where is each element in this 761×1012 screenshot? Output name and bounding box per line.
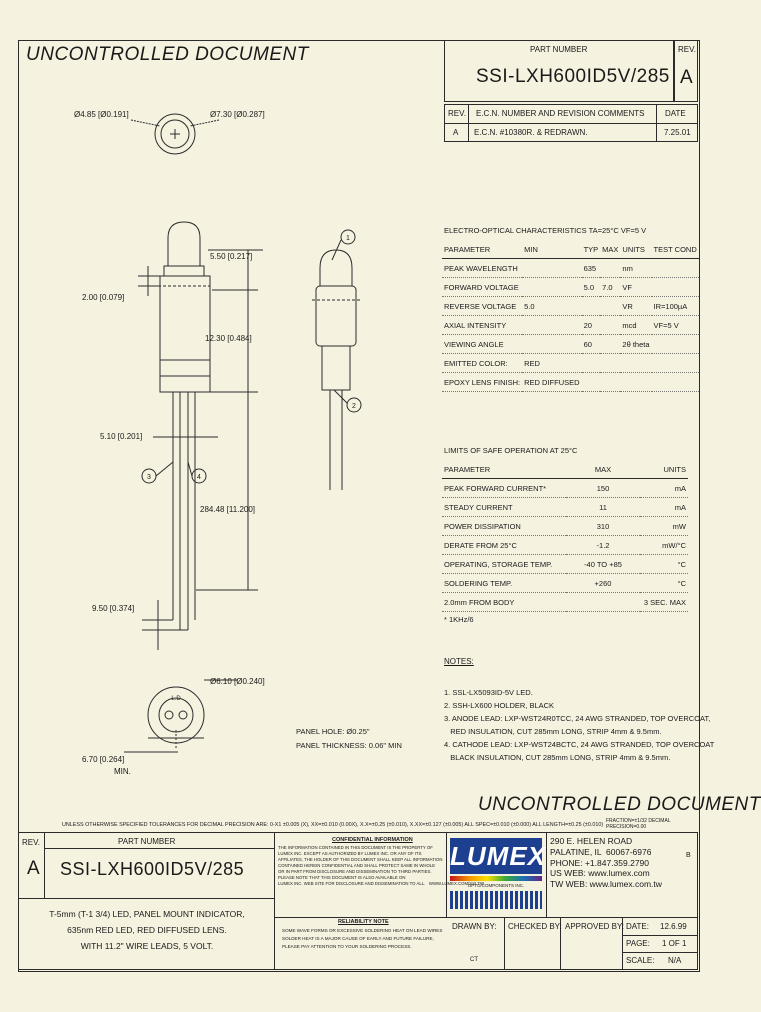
eo-cell: VIEWING ANGLE xyxy=(442,335,522,354)
eo-row xyxy=(442,316,699,335)
ecn-header-comments: E.C.N. NUMBER AND REVISION COMMENTS xyxy=(476,109,645,118)
mechanical-drawing xyxy=(18,90,438,820)
eo-h0: PARAMETER xyxy=(442,240,522,259)
address-line: PALATINE, IL 60067-6976 xyxy=(550,846,652,857)
holder-tail-right xyxy=(322,346,350,390)
eo-row xyxy=(442,278,699,297)
dim-dia-4-85: Ø4.85 [Ø0.191] xyxy=(74,110,129,119)
limits-cell: OPERATING, STORAGE TEMP. xyxy=(442,555,566,574)
limits-cell: mW xyxy=(640,517,688,536)
dim-9-50: 9.50 [0.374] xyxy=(92,604,135,613)
callout-4-number: 4 xyxy=(197,474,201,481)
holder-body-right xyxy=(316,286,356,346)
tb-rev-label: REV. xyxy=(22,838,40,847)
tb-description xyxy=(24,906,270,954)
lim-h0: PARAMETER xyxy=(442,460,566,479)
page-label: PAGE: xyxy=(626,939,650,948)
dim-5-50: 5.50 [0.217] xyxy=(210,252,253,261)
led-dome-right xyxy=(320,250,352,286)
limits-row xyxy=(442,555,688,574)
limits-cell: -40 TO +85 xyxy=(566,555,640,574)
rev-value: A xyxy=(680,67,693,88)
limits-cell xyxy=(566,593,640,612)
eo-cell xyxy=(620,354,651,373)
drawn-by-label: DRAWN BY: xyxy=(452,922,497,931)
precision-note: FRACTION=±1/32 DECIMAL PRECISION=0.00 xyxy=(606,818,671,830)
confidential-line: OR IN PART FROM DISCLOSURE AND DISSEMINATION TO THIRD PARTIES. xyxy=(278,869,432,874)
confidential-line: CONTAINED HEREIN CONFIDENTIAL AND SHALL PROTECT SAME IN WHOLE xyxy=(278,863,436,868)
eo-cell: 5.0 xyxy=(582,278,601,297)
dim-min: MIN. xyxy=(114,767,131,776)
checked-by-label: CHECKED BY: xyxy=(508,922,562,931)
scale-value: N/A xyxy=(668,956,682,965)
dim-dia-7-30: Ø7.30 [Ø0.287] xyxy=(210,110,265,119)
eo-cell: REVERSE VOLTAGE xyxy=(442,297,522,316)
limits-cell: 11 xyxy=(566,498,640,517)
limits-cell: 150 xyxy=(566,479,640,498)
eo-cell: mcd xyxy=(620,316,651,335)
eo-cell xyxy=(582,354,601,373)
eo-cell: EPOXY LENS FINISH: xyxy=(442,373,522,392)
limits-cell: STEADY CURRENT xyxy=(442,498,566,517)
end-view-pin-2 xyxy=(179,711,187,719)
limits-cell: °C xyxy=(640,574,688,593)
limits-row xyxy=(442,536,688,555)
led-dome-left xyxy=(168,222,200,266)
panel-hole: PANEL HOLE: Ø0.25" xyxy=(296,727,370,736)
confidential-line: LUMEX INC. WEB SITE FOR DISCLOSURE AND DISSEMINATION TO ALL. WWW.LUMEX.COM/SSI.TW xyxy=(278,881,485,886)
address-line: TW WEB: www.lumex.com.tw xyxy=(550,879,662,890)
limits-cell: mW/°C xyxy=(640,536,688,555)
electro-optical-table xyxy=(442,240,699,392)
holder-body-left xyxy=(160,276,210,392)
limits-row xyxy=(442,574,688,593)
address-line: PHONE: +1.847.359.2790 xyxy=(550,857,649,868)
eo-cell xyxy=(652,278,699,297)
eo-cell: VF=5 V xyxy=(652,316,699,335)
eo-cell: 2θ theta xyxy=(620,335,651,354)
eo-title: ELECTRO-OPTICAL CHARACTERISTICS TA=25°C VF=5 V xyxy=(444,226,647,235)
eo-cell: IR=100µA xyxy=(652,297,699,316)
limits-cell: mA xyxy=(640,498,688,517)
eo-cell: 60 xyxy=(582,335,601,354)
part-number-label: PART NUMBER xyxy=(530,45,588,54)
description-line: WITH 11.2" WIRE LEADS, 5 VOLT. xyxy=(80,941,214,951)
tb-part-number: SSI-LXH600ID5V/285 xyxy=(60,859,245,879)
eo-cell xyxy=(600,373,620,392)
description-line: T-5mm (T-1 3/4) LED, PANEL MOUNT INDICATOR, xyxy=(49,909,245,919)
dim-2-00: 2.00 [0.079] xyxy=(82,293,125,302)
logo-stripes xyxy=(450,891,542,909)
date-value: 12.6.99 xyxy=(660,922,687,931)
drawn-by-value: CT xyxy=(470,957,478,963)
notes-title: NOTES: xyxy=(444,657,474,666)
eo-cell xyxy=(652,354,699,373)
eo-cell xyxy=(600,335,620,354)
eo-cell xyxy=(522,278,581,297)
scale-label: SCALE: xyxy=(626,956,655,965)
logo-spectrum-bar xyxy=(450,876,542,881)
watermark-bottom: UNCONTROLLED DOCUMENT xyxy=(478,794,761,815)
eo-h4: UNITS xyxy=(620,240,651,259)
eo-cell: VR xyxy=(620,297,651,316)
eo-cell: VF xyxy=(620,278,651,297)
dim-12-30: 12.30 [0.484] xyxy=(205,334,252,343)
limits-row xyxy=(442,479,688,498)
ecn-header-rev: REV. xyxy=(448,109,466,118)
eo-cell xyxy=(600,354,620,373)
limits-footnote: * 1KHz/6 xyxy=(444,615,474,624)
limits-cell: -1.2 xyxy=(566,536,640,555)
limits-row xyxy=(442,593,688,612)
dim-284-48: 284.48 [11.200] xyxy=(200,505,256,514)
note-line: 2. SSH-LX600 HOLDER, BLACK xyxy=(444,701,555,710)
address-line: 290 E. HELEN ROAD xyxy=(550,836,633,846)
notes-list xyxy=(444,686,714,764)
limits-cell: SOLDERING TEMP. xyxy=(442,574,566,593)
address-block xyxy=(550,836,662,890)
eo-cell: nm xyxy=(620,259,651,278)
eo-h2: TYP xyxy=(582,240,601,259)
logo-subtitle: OPTO/COMPONENTS INC. xyxy=(467,883,525,888)
eo-cell: 20 xyxy=(582,316,601,335)
eo-cell: 635 xyxy=(582,259,601,278)
eo-cell xyxy=(652,373,699,392)
eo-cell xyxy=(582,373,601,392)
confidential-line: THE INFORMATION CONTAINED IN THIS DOCUMENT IS THE PROPERTY OF xyxy=(278,845,433,850)
note-line: 3. ANODE LEAD: LXP-WST24R0TCC, 24 AWG STRANDED, TOP OVERCOAT, xyxy=(444,714,711,723)
eo-cell: EMITTED COLOR: xyxy=(442,354,522,373)
eo-cell: 7.0 xyxy=(600,278,620,297)
dim-dia-6-10: Ø6.10 [Ø0.240] xyxy=(210,677,265,686)
limits-title: LIMITS OF SAFE OPERATION AT 25°C xyxy=(444,446,578,455)
reliability-line: PLEASE PAY ATTENTION TO YOUR SOLDERING PROCESS. xyxy=(282,944,412,949)
tb-part-number-label: PART NUMBER xyxy=(118,837,176,846)
eo-row xyxy=(442,259,699,278)
confidential-line: AFFILIATES, THE HOLDER OF THIS DOCUMENT SHALL KEEP ALL INFORMATION xyxy=(278,857,443,862)
eo-row xyxy=(442,373,699,392)
eo-cell: PEAK WAVELENGTH xyxy=(442,259,522,278)
note-line: BLACK INSULATION, CUT 285mm LONG, STRIP 4mm & 9.5mm. xyxy=(444,753,671,762)
description-line: 635nm RED LED, RED DIFFUSED LENS. xyxy=(67,925,227,935)
callout-3-number: 3 xyxy=(147,474,151,481)
eo-cell xyxy=(620,373,651,392)
eo-row xyxy=(442,297,699,316)
ecn-row-rev: A xyxy=(453,128,459,137)
eo-cell xyxy=(522,335,581,354)
date-label: DATE: xyxy=(626,922,649,931)
logo-wordmark: LUMEX xyxy=(450,838,542,874)
limits-cell: POWER DISSIPATION xyxy=(442,517,566,536)
limits-cell: PEAK FORWARD CURRENT* xyxy=(442,479,566,498)
size-letter: B xyxy=(686,852,691,859)
reliability-line: SOLDER HEAT IS A MAJOR CAUSE OF EARLY AND FUTURE FAILURE, xyxy=(282,936,434,941)
callout-1-number: 1 xyxy=(346,235,350,242)
eo-cell xyxy=(582,297,601,316)
end-view-inner xyxy=(159,698,193,732)
tb-rev-value: A xyxy=(27,858,40,879)
ecn-row-comment: E.C.N. #10380R. & REDRAWN. xyxy=(474,128,588,137)
eo-cell: 5.0 xyxy=(522,297,581,316)
ecn-row-date: 7.25.01 xyxy=(664,128,691,137)
confidential-line: PLEASE NOTE THAT THIS DOCUMENT IS ALSO AVAILABLE ON xyxy=(278,875,406,880)
limits-cell: °C xyxy=(640,555,688,574)
reliability-title: RELIABILITY NOTE xyxy=(338,919,389,925)
note-line: 4. CATHODE LEAD: LXP-WST24BCTC, 24 AWG STRANDED, TOP OVERCOAT xyxy=(444,740,715,749)
limits-table xyxy=(442,460,688,612)
eo-cell xyxy=(522,259,581,278)
eo-cell: RED xyxy=(522,354,581,373)
limits-cell: 2.0mm FROM BODY xyxy=(442,593,566,612)
limits-cell: DERATE FROM 25°C xyxy=(442,536,566,555)
panel-thickness: PANEL THICKNESS: 0.06" MIN xyxy=(296,741,402,750)
reliability-text xyxy=(282,927,442,951)
eo-cell xyxy=(652,335,699,354)
eo-cell xyxy=(600,297,620,316)
eo-cell xyxy=(600,316,620,335)
limits-cell: +260 xyxy=(566,574,640,593)
led-flange-left xyxy=(164,266,204,276)
tolerance-text: UNLESS OTHERWISE SPECIFIED TOLERANCES FOR DECIMAL PRECISION ARE: 0-X1 ±0.005 (X), XX=±0.010 (0.00X), X.X=±0.25 (±0.010), X.XX=±0.127 (±0.005) ALL SPEC=±0.010 (±0.000) ALL LENGTH=±0.25 (±0.010) xyxy=(62,822,604,828)
eo-cell: AXIAL INTENSITY xyxy=(442,316,522,335)
confidential-title: CONFIDENTIAL INFORMATION xyxy=(332,837,413,843)
approved-by-label: APPROVED BY: xyxy=(565,922,625,931)
eo-h5: TEST COND xyxy=(652,240,699,259)
eo-cell: FORWARD VOLTAGE xyxy=(442,278,522,297)
eo-cell xyxy=(652,259,699,278)
eo-h1: MIN xyxy=(522,240,581,259)
eo-cell xyxy=(522,316,581,335)
note-line: 1. SSL-LX5093ID-5V LED. xyxy=(444,688,533,697)
part-number: SSI-LXH600ID5V/285 xyxy=(476,66,670,87)
lumex-logo xyxy=(450,838,546,912)
limits-cell: mA xyxy=(640,479,688,498)
limits-cell: 310 xyxy=(566,517,640,536)
end-view-pin-1 xyxy=(165,711,173,719)
eo-cell xyxy=(600,259,620,278)
limits-row xyxy=(442,517,688,536)
svg-text:L.D: L.D xyxy=(171,696,181,702)
eo-row xyxy=(442,335,699,354)
ecn-header-date: DATE xyxy=(665,109,686,118)
watermark-top: UNCONTROLLED DOCUMENT xyxy=(26,44,309,65)
eo-h3: MAX xyxy=(600,240,620,259)
limits-cell: 3 SEC. MAX xyxy=(640,593,688,612)
limits-row xyxy=(442,498,688,517)
lim-h1: MAX xyxy=(566,460,640,479)
page-value: 1 OF 1 xyxy=(662,939,687,948)
rev-label: REV. xyxy=(678,45,696,54)
confidential-line: LUMEX INC. EXCEPT AS AUTHORIZED BY LUMEX INC. OR ANY OF ITS xyxy=(278,851,422,856)
eo-row xyxy=(442,354,699,373)
dim-6-70: 6.70 [0.264] xyxy=(82,755,125,764)
callout-2-number: 2 xyxy=(352,403,356,410)
reliability-line: SOME WAVE FORMS OR EXCESSIVE SOLDERING HEAT ON LEAD WIRES xyxy=(282,928,443,933)
lim-h2: UNITS xyxy=(640,460,688,479)
note-line: RED INSULATION, CUT 285mm LONG, STRIP 4mm & 9.5mm. xyxy=(444,727,662,736)
dim-5-10: 5.10 [0.201] xyxy=(100,432,143,441)
eo-cell: RED DIFFUSED xyxy=(522,373,581,392)
address-line: US WEB: www.lumex.com xyxy=(550,868,650,879)
